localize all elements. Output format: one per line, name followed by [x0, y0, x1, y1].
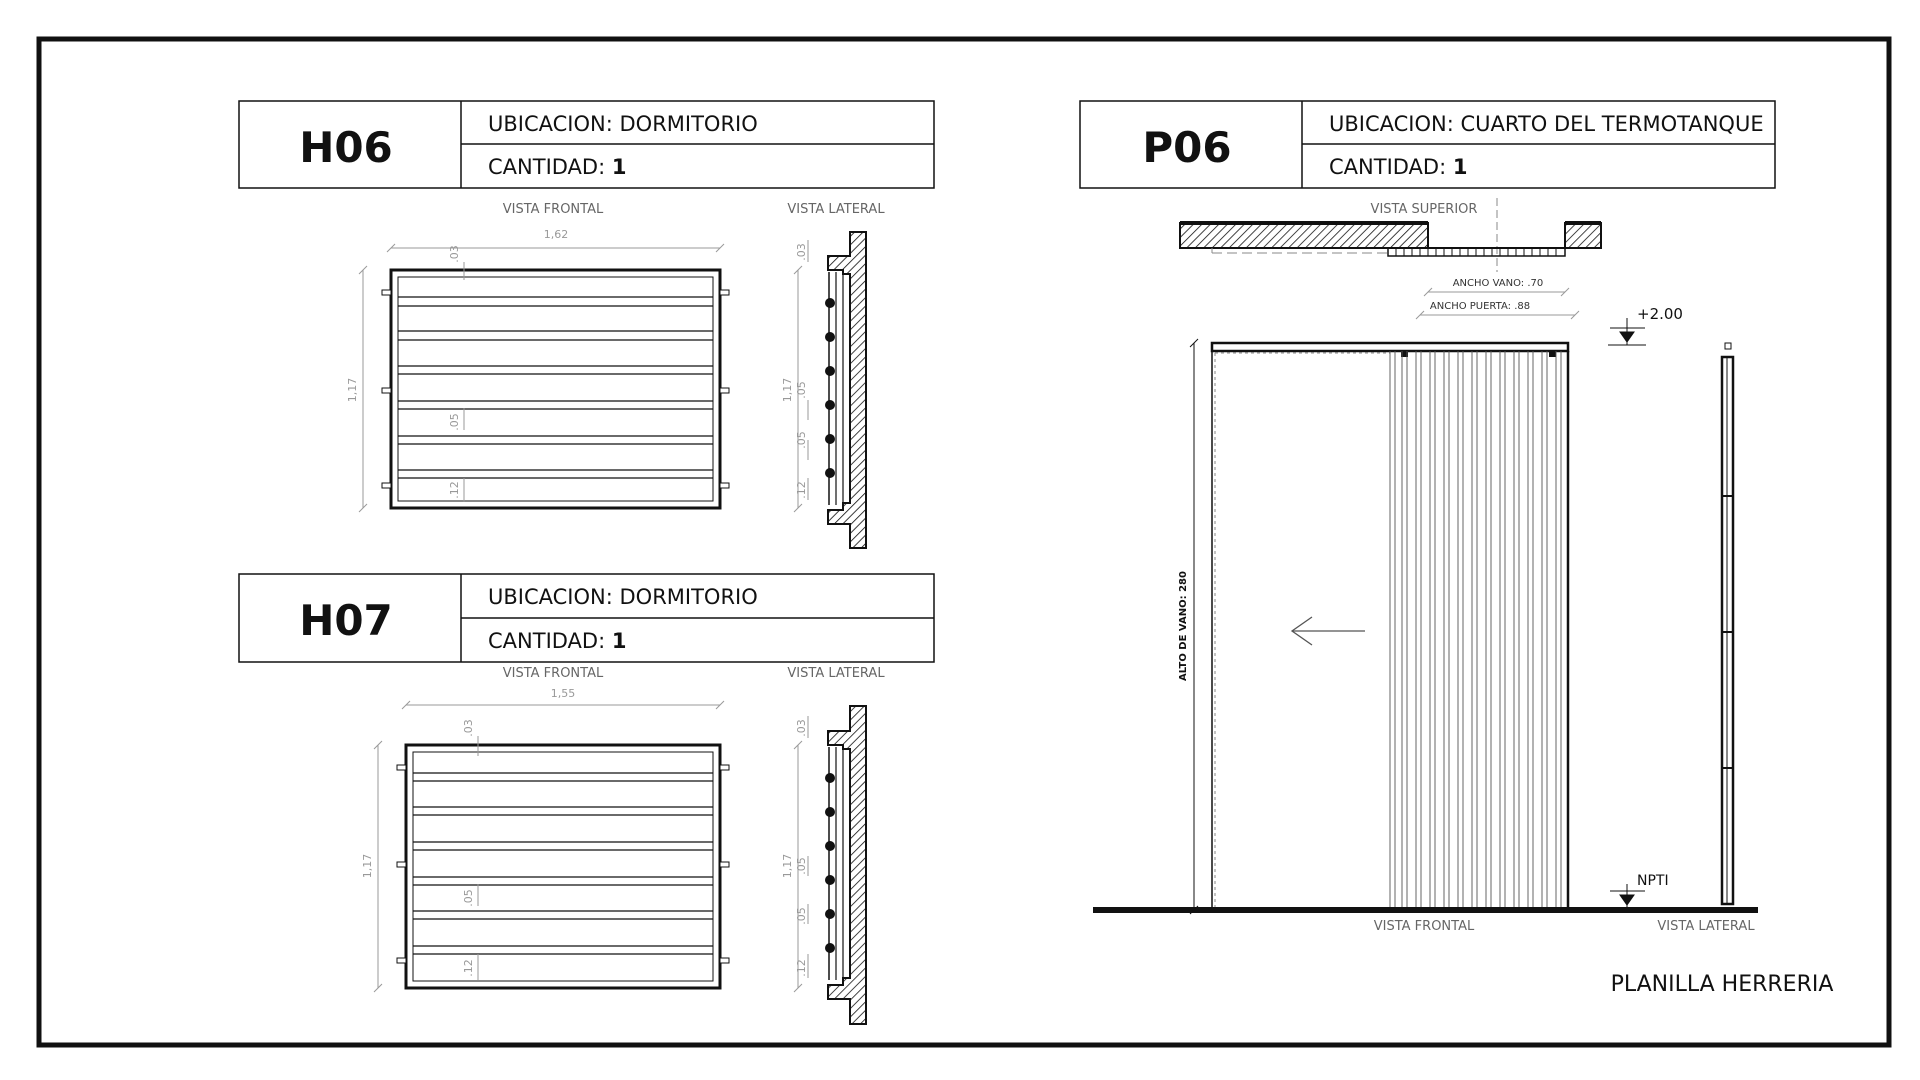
- h06-side-dim-height: 1,17: [781, 377, 794, 403]
- h06-dim-slat: .05: [448, 413, 461, 431]
- h06-view-side-label: VISTA LATERAL: [787, 202, 885, 217]
- p06-top-view: [1180, 198, 1601, 319]
- h06-side-dim-bottom: .12: [795, 481, 808, 499]
- h07-dim-slat: .05: [462, 889, 475, 907]
- h06-ubicacion: UBICACION: DORMITORIO: [488, 112, 758, 136]
- p06-block: [1080, 101, 1775, 934]
- h06-front-view: [346, 228, 729, 512]
- h07-view-side-label: VISTA LATERAL: [787, 666, 885, 681]
- p06-title-table: [1080, 101, 1775, 188]
- h06-dim-height: 1,17: [346, 377, 359, 403]
- slide-direction-arrow-icon: [1292, 617, 1365, 645]
- p06-code: P06: [1142, 123, 1232, 172]
- h06-code: H06: [299, 123, 393, 172]
- p06-front-view: [1093, 305, 1758, 934]
- h06-cantidad: CANTIDAD: 1: [488, 155, 627, 179]
- p06-side-view: [1657, 343, 1755, 934]
- h07-side-dim-a: .05: [795, 857, 808, 875]
- h07-side-view: [781, 706, 866, 1024]
- sheet-frame: [39, 39, 1889, 1045]
- p06-view-front-label: VISTA FRONTAL: [1373, 919, 1475, 934]
- h06-side-view: [781, 232, 866, 548]
- p06-cantidad: CANTIDAD: 1: [1329, 155, 1468, 179]
- h06-dim-top: .03: [448, 245, 461, 263]
- h06-block: [239, 101, 934, 548]
- h07-side-dim-bottom: .12: [795, 959, 808, 977]
- h07-block: [239, 574, 934, 1024]
- h06-side-dim-b: .05: [795, 431, 808, 449]
- p06-ancho-puerta: ANCHO PUERTA: .88: [1429, 301, 1531, 312]
- p06-view-side-label: VISTA LATERAL: [1657, 919, 1755, 934]
- h07-code: H07: [299, 596, 393, 645]
- h07-side-dim-top: .03: [795, 719, 808, 737]
- h07-side-dim-b: .05: [795, 907, 808, 925]
- sheet-title: PLANILLA HERRERIA: [1610, 972, 1834, 997]
- p06-alto-vano: ALTO DE VANO: 280: [1178, 571, 1189, 681]
- p06-ubicacion: UBICACION: CUARTO DEL TERMOTANQUE: [1329, 112, 1764, 136]
- h07-dim-width: 1,55: [550, 687, 576, 700]
- h07-side-dim-height: 1,17: [781, 853, 794, 879]
- h07-cantidad: CANTIDAD: 1: [488, 629, 627, 653]
- h07-view-front-label: VISTA FRONTAL: [502, 666, 604, 681]
- h06-title-table: [239, 101, 934, 188]
- p06-view-top-label: VISTA SUPERIOR: [1370, 202, 1478, 217]
- h07-title-table: [239, 574, 934, 662]
- p06-level-top: +2.00: [1637, 305, 1683, 323]
- h06-side-dim-a: .05: [795, 381, 808, 399]
- h07-ubicacion: UBICACION: DORMITORIO: [488, 585, 758, 609]
- p06-level-floor: NPTI: [1637, 873, 1669, 889]
- h07-front-view: [361, 687, 729, 992]
- h06-dim-width: 1,62: [543, 228, 569, 241]
- h07-dim-top: .03: [462, 719, 475, 737]
- h07-dim-height: 1,17: [361, 853, 374, 879]
- h06-view-front-label: VISTA FRONTAL: [502, 202, 604, 217]
- h06-dim-bottom: .12: [448, 481, 461, 499]
- h07-dim-bottom: .12: [462, 959, 475, 977]
- h06-side-dim-top: .03: [795, 243, 808, 261]
- p06-ancho-vano: ANCHO VANO: .70: [1452, 278, 1544, 289]
